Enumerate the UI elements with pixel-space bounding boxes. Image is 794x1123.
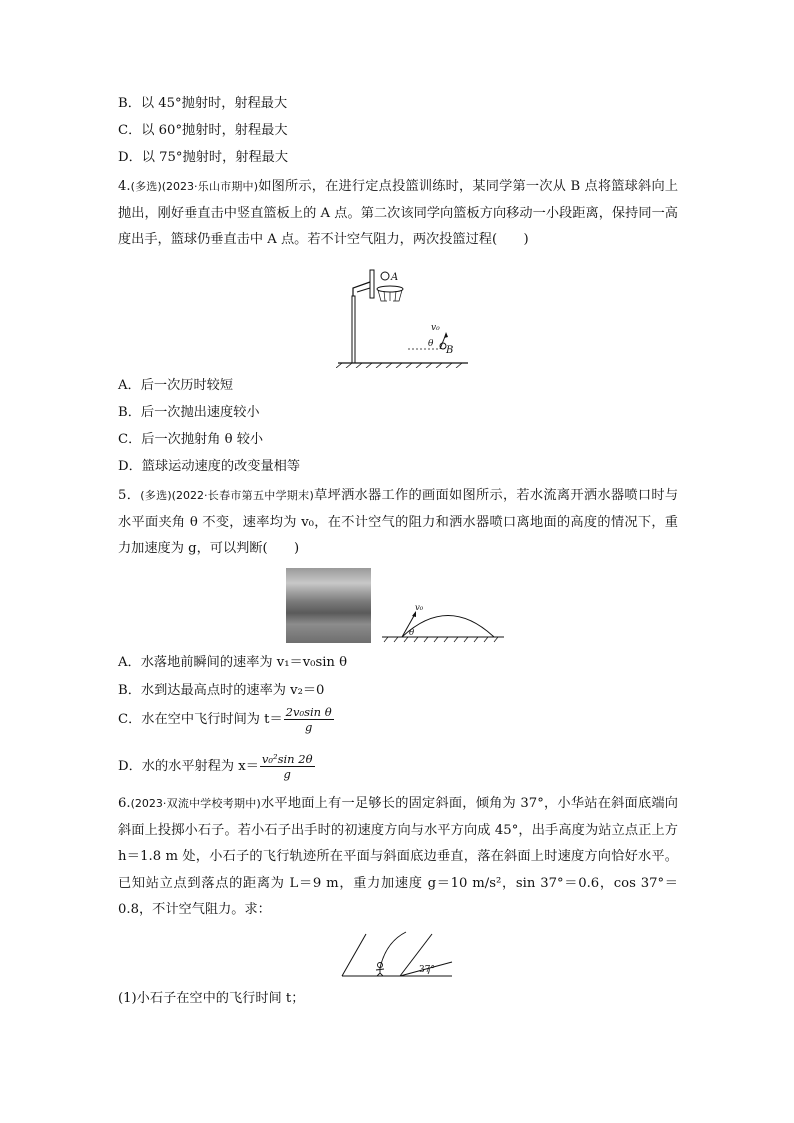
question-number: 4. bbox=[118, 179, 131, 194]
sprinkler-photo bbox=[286, 568, 371, 643]
question-text: 如图所示，在进行定点投篮训练时，某同学第一次从 B 点将篮球斜向上抛出，刚好垂直击中竖直篮板上的 A 点。第二次该同学向篮板方向移动一小段距离，保持同一高度出手，篮球仍垂直击中 A 点。若不计空气阻力，两次投篮过程( ) bbox=[118, 179, 679, 247]
v0-label: v₀ bbox=[431, 323, 440, 333]
question-source: (2023·双流中学校考期中) bbox=[130, 797, 261, 810]
q5-option-d bbox=[118, 752, 315, 781]
theta-label: θ bbox=[409, 628, 415, 638]
q4-option-d: D．篮球运动速度的改变量相等 bbox=[118, 459, 301, 474]
option-c-prev: C．以 60°抛射时，射程最大 bbox=[118, 123, 288, 138]
fraction-denominator: g bbox=[283, 767, 291, 781]
q5-option-b: B．水到达最高点时的速率为 v₂＝0 bbox=[118, 683, 325, 698]
theta-label: θ bbox=[428, 339, 434, 349]
point-b-label: B bbox=[446, 345, 454, 356]
option-d-prev: D．以 75°抛射时，射程最大 bbox=[118, 150, 289, 165]
question-6-stem bbox=[118, 791, 678, 924]
q6-sub-question-1: (1)小石子在空中的飞行时间 t； bbox=[118, 991, 305, 1006]
time-fraction bbox=[284, 705, 334, 734]
range-fraction bbox=[260, 752, 315, 781]
q5-option-a: A．水落地前瞬间的速率为 v₁＝v₀sin θ bbox=[118, 655, 348, 670]
question-number: 5． bbox=[118, 488, 141, 503]
point-a-label: A bbox=[391, 272, 399, 283]
q5-option-c bbox=[118, 705, 334, 734]
question-source: (多选)(2022·长春市第五中学期末) bbox=[140, 489, 314, 502]
q4-option-a: A．后一次历时较短 bbox=[118, 378, 234, 393]
question-5-stem bbox=[118, 483, 678, 563]
question-source: (多选)(2023·乐山市期中) bbox=[130, 180, 259, 193]
q4-option-b: B．后一次抛出速度较小 bbox=[118, 405, 260, 420]
fraction-numerator: v₀²sin 2θ bbox=[261, 752, 313, 766]
question-text: 草坪洒水器工作的画面如图所示，若水流离开洒水器喷口时与水平面夹角 θ 不变，速率均为 v₀，在不计空气的阻力和洒水器喷口离地面的高度的情况下，重力加速度为 g，可以判断( ) bbox=[118, 488, 679, 556]
v0-label: v₀ bbox=[415, 603, 424, 613]
question-4-stem bbox=[118, 174, 678, 254]
basketball-figure bbox=[336, 262, 472, 368]
option-c-text: C．水在空中飞行时间为 t＝ bbox=[118, 712, 283, 727]
fraction-numerator: 2v₀sin θ bbox=[285, 705, 332, 719]
question-number: 6. bbox=[118, 796, 131, 811]
slope-figure bbox=[340, 928, 456, 980]
option-b-prev: B．以 45°抛射时，射程最大 bbox=[118, 96, 288, 111]
angle-label: 37° bbox=[419, 965, 435, 975]
water-arc-figure bbox=[380, 600, 506, 644]
question-text: 水平地面上有一足够长的固定斜面，倾角为 37°，小华站在斜面底端向斜面上投掷小石子。若小石子出手时的初速度方向与水平方向成 45°，出手高度为站立点正上方 h＝1.8 m 处，小石子的飞行轨迹所在平面与斜面底边垂直，落在斜面上时速度方向恰好水平。已知站立点到落点的距离为 L＝9 m，重力加速度 g＝10 m/s²，sin 37°＝0.6，cos 37°＝0.8，不计空气阻力。求： bbox=[118, 796, 678, 917]
q4-option-c: C．后一次抛射角 θ 较小 bbox=[118, 432, 264, 447]
option-d-text: D．水的水平射程为 x＝ bbox=[118, 759, 259, 774]
fraction-denominator: g bbox=[304, 720, 313, 734]
